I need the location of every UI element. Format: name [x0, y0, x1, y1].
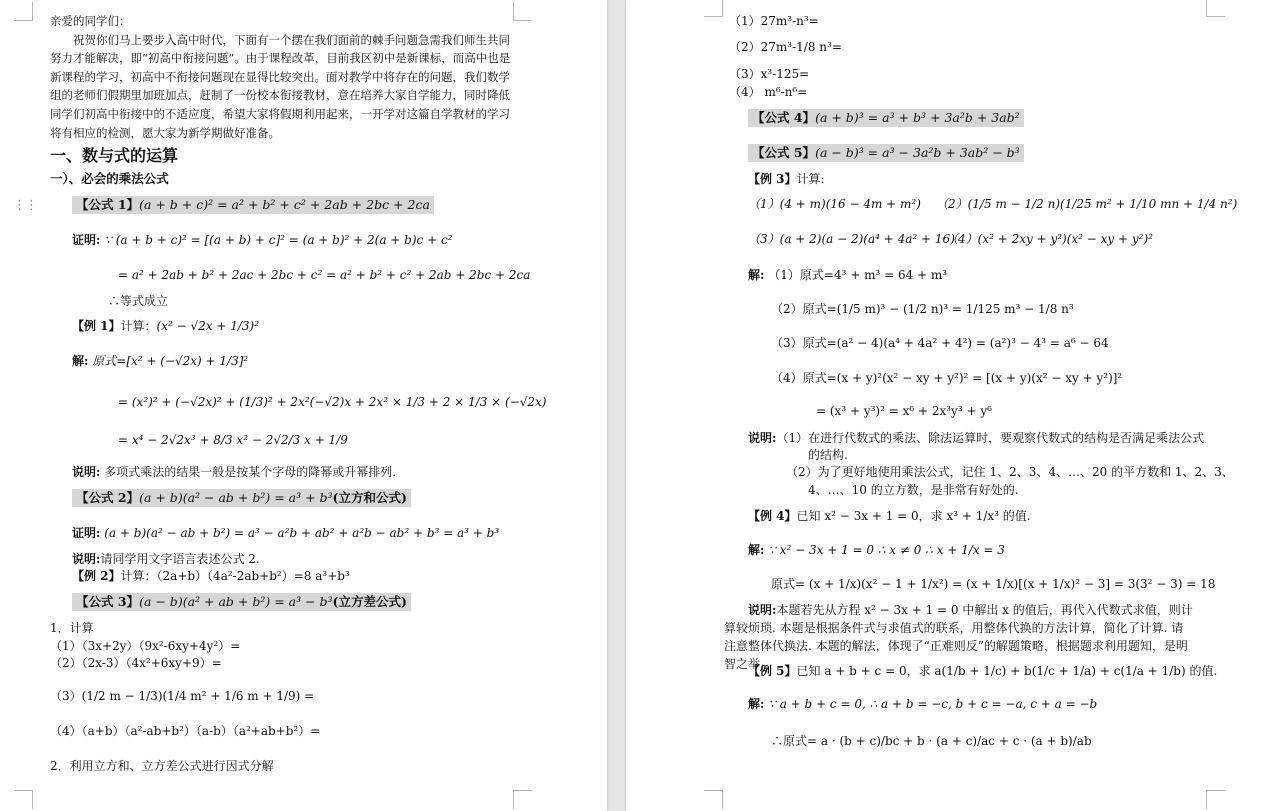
- note-text: （1）在进行代数式的乘法、除法运算时，要观察代数式的结构是否满足乘法公式: [776, 431, 1205, 445]
- note-label: 说明:: [72, 552, 101, 566]
- solution-5: [748, 695, 1097, 713]
- formula-3: [72, 593, 411, 611]
- solution-4: [748, 541, 1005, 559]
- proof-math: ∵ (a + b + c)² = [(a + b) + c]² = (a + b)² + 2(a + b)c + c²: [104, 233, 453, 247]
- example-5: [748, 662, 1217, 680]
- formula-math: (a + b)³ = a³ + b³ + 3a²b + 3ab²: [815, 110, 1020, 125]
- example-3-q: [748, 230, 955, 248]
- solution-3-step: （2）原式=(1/5 m)³ − (1/2 n)³ = 1/125 m³ − 1/8 n³: [771, 302, 1074, 316]
- formula-math: (a + b + c)² = a² + b² + c² + 2ab + 2bc + 2ca: [139, 197, 430, 212]
- note-label: 说明:: [748, 431, 777, 445]
- exercise-item: （4）（a+b）（a²-ab+b²）（a-b）（a²+ab+b²）=: [50, 724, 321, 738]
- crop-mark: [513, 790, 532, 809]
- proof-1-conclusion: ∴等式成立: [108, 294, 169, 308]
- solution-label: 解:: [72, 354, 89, 368]
- example-3-q: [748, 195, 921, 213]
- solution-3-step: （4）原式=(x + y)²(x² − xy + y²)² = [(x + y)(x² − xy + y²)]²: [771, 371, 1123, 385]
- question: （3）(a + 2)(a − 2)(a⁴ + 4a² + 16): [748, 232, 955, 246]
- example-math: (x² − √2x + 1/3)²: [156, 319, 260, 333]
- crop-mark: [513, 2, 532, 21]
- solution-1-line-3: [118, 431, 348, 449]
- solution-3: [748, 266, 947, 284]
- proof-math: (a + b)(a² − ab + b²) = a³ − a²b + ab² + a²b − ab² + b³ = a³ + b³: [104, 526, 500, 540]
- exercise-item: （1）（3x+2y）（9x²-6xy+4y²）=: [50, 639, 241, 653]
- example-label: 【例 5】: [748, 664, 797, 678]
- example-3-q: [936, 195, 1237, 213]
- note-1: [72, 463, 396, 481]
- formula-math: (a − b)(a² + ab + b²) = a³ − b³: [139, 594, 333, 609]
- crop-mark: [704, 790, 723, 809]
- example-3-q: [946, 230, 1153, 248]
- note-text: 多项式乘法的结果一般是按某个字母的降幂或升幂排列.: [104, 465, 397, 479]
- formula-label: 【公式 4】: [752, 110, 816, 125]
- question: （1）(4 + m)(16 − 4m + m²): [748, 197, 921, 211]
- factor-item: （3）x³-125=: [729, 67, 810, 81]
- proof-label: 证明:: [72, 233, 101, 247]
- note-3-item: （2）为了更好地使用乘法公式，记住 1、2、3、4、…、20 的平方数和 1、2、3、: [786, 465, 1234, 479]
- example-text: 计算:: [796, 172, 825, 186]
- note-2: [72, 550, 260, 568]
- example-3: [748, 170, 825, 188]
- crop-mark: [14, 2, 33, 21]
- solution-math: ∵ x² − 3x + 1 = 0 ∴ x ≠ 0 ∴ x + 1/x = 3: [768, 543, 1005, 557]
- formula-1: [72, 196, 434, 214]
- proof-label: 证明:: [72, 526, 101, 540]
- formula-math: (a + b)(a² − ab + b²) = a³ + b³: [139, 490, 333, 505]
- exercise-item: （3）(1/2 m − 1/3)(1/4 m² + 1/6 m + 1/9) =: [50, 689, 315, 703]
- example-label: 【例 4】: [748, 509, 797, 523]
- factor-item: （1）27m³-n³=: [729, 14, 819, 28]
- intro-paragraph: 祝贺你们马上要步入高中时代，下面有一个摆在我们面前的棘手问题急需我们师生共同努力才能解决，即“初高中衔接问题”。由于课程改革，目前我区初中是新课标，而高中也是新课程的学习，初高中不衔接问题现在显得比较突出。面对教学中将存在的问题，我们数学组的老师们假期里加班加点，赶制了一份校本衔接教材，意在培养大家自学能力，同时降低同学们初高中衔接中的不适应度，希望大家将假期利用起来，一开学对这篇自学教材的学习将有相应的检测，愿大家为新学期做好准备。: [50, 32, 511, 140]
- formula-name: (立方和公式): [332, 490, 407, 505]
- example-label: 【例 3】: [748, 172, 797, 186]
- factor-item: （2）27m³-1/8 n³=: [729, 40, 842, 54]
- task-heading: 2．利用立方和、立方差公式进行因式分解: [50, 759, 274, 773]
- note-label: 说明:: [72, 465, 101, 479]
- greeting: 亲爱的同学们：: [50, 14, 131, 28]
- note-3-cont: 4、…、10 的立方数，是非常有好处的.: [808, 483, 1019, 497]
- example-text: 计算：: [120, 319, 157, 333]
- formula-label: 【公式 5】: [752, 145, 816, 160]
- example-label: 【例 1】: [72, 319, 121, 333]
- crop-mark: [1206, 790, 1225, 809]
- example-text: 计算：（2a+b）（4a²-2ab+b²）=8 a³+b³: [120, 569, 350, 583]
- solution-1-line-2: [118, 393, 546, 411]
- subsection-heading: 一）、必会的乘法公式: [50, 171, 169, 186]
- example-2: [72, 567, 350, 585]
- example-text: 已知 a + b + c = 0，求 a(1/b + 1/c) + b(1/c + 1/a) + c(1/a + 1/b) 的值.: [796, 664, 1218, 678]
- note-3-cont: 的结构.: [808, 448, 848, 462]
- question: （2）(1/5 m − 1/2 n)(1/25 m² + 1/10 mn + 1/4 n²): [936, 197, 1238, 211]
- factor-item: （4） m⁶-n⁶=: [729, 85, 808, 99]
- crop-mark: [14, 790, 33, 809]
- solution-4-line-2: 原式= (x + 1/x)(x² − 1 + 1/x²) = (x + 1/x)[(x + 1/x)² − 3] = 3(3² − 3) = 18: [771, 577, 1216, 591]
- solution-3-step: （3）原式=(a² − 4)(a⁴ + 4a² + 4²) = (a²)³ − 4³ = a⁶ − 64: [771, 336, 1109, 350]
- formula-label: 【公式 1】: [76, 197, 140, 212]
- proof-2: [72, 524, 499, 542]
- solution-label: 解:: [748, 268, 765, 282]
- crop-mark: [1206, 0, 1225, 17]
- solution-label: 解:: [748, 697, 765, 711]
- example-label: 【例 2】: [72, 569, 121, 583]
- solution-label: 解:: [748, 543, 765, 557]
- page-left: [0, 0, 607, 811]
- example-4: [748, 507, 1031, 525]
- solution-5-line-2: ∴原式= a · (b + c)/bc + b · (a + c)/ac + c · (a + b)/ab: [771, 734, 1092, 748]
- solution-1-line-1: [72, 352, 248, 370]
- solution-3-step: = (x³ + y³)² = x⁶ + 2x³y³ + y⁶: [816, 404, 992, 418]
- page-right: [626, 0, 1281, 811]
- note-3: [748, 429, 1204, 447]
- formula-name: (立方差公式): [332, 594, 407, 609]
- note-text: 请同学用文字语言表述公式 2.: [100, 552, 260, 566]
- solution-math: ∵ a + b + c = 0, ∴ a + b = −c, b + c = −a, c + a = −b: [768, 697, 1098, 711]
- note-label: 说明:: [748, 603, 777, 617]
- example-text: 已知 x² − 3x + 1 = 0，求 x³ + 1/x³ 的值.: [796, 509, 1031, 523]
- formula-5: [748, 144, 1024, 162]
- proof-1-line-1: [72, 231, 452, 249]
- proof-math: = a² + 2ab + b² + 2ac + 2bc + c² = a² + b² + c² + 2ab + 2bc + 2ca: [118, 268, 531, 282]
- solution-step: （1）原式=4³ + m³ = 64 + m³: [768, 268, 948, 282]
- example-1: [72, 317, 259, 335]
- formula-label: 【公式 2】: [76, 490, 140, 505]
- formula-label: 【公式 3】: [76, 594, 140, 609]
- crop-mark: [704, 0, 723, 17]
- section-heading: 一、数与式的运算: [50, 146, 179, 165]
- solution-math: 原式=[x² + (−√2x) + 1/3]²: [92, 354, 249, 368]
- formula-4: [748, 109, 1024, 127]
- exercise-item: （2）（2x-3）（4x²+6xy+9）=: [50, 656, 222, 670]
- question: （4）(x² + 2xy + y²)(x² − xy + y²)²: [946, 232, 1153, 246]
- note-text: 本题若先从方程 x² − 3x + 1 = 0 中解出 x 的值后，再代入代数式求值，则计算较烦琐. 本题是根据条件式与求值式的联系，用整体代换的方法计算，简化了计算. 请注意整体代换法. 本题的解法，体现了“正难则反”的解题策略，根据题求利用题知，是明智之举.: [724, 603, 1193, 671]
- solution-math: = x⁴ − 2√2x³ + 8/3 x² − 2√2/3 x + 1/9: [118, 433, 348, 447]
- proof-1-line-2: [118, 266, 530, 284]
- formula-math: (a − b)³ = a³ − 3a²b + 3ab² − b³: [815, 145, 1020, 160]
- drag-handle-icon[interactable]: ⋮⋮: [13, 198, 37, 213]
- formula-2: [72, 489, 411, 507]
- exercise-title: 1．计算: [50, 621, 94, 635]
- intro-letter: [50, 12, 512, 142]
- solution-math: = (x²)² + (−√2x)² + (1/3)² + 2x²(−√2)x + 2x² × 1/3 + 2 × 1/3 × (−√2x): [118, 395, 547, 409]
